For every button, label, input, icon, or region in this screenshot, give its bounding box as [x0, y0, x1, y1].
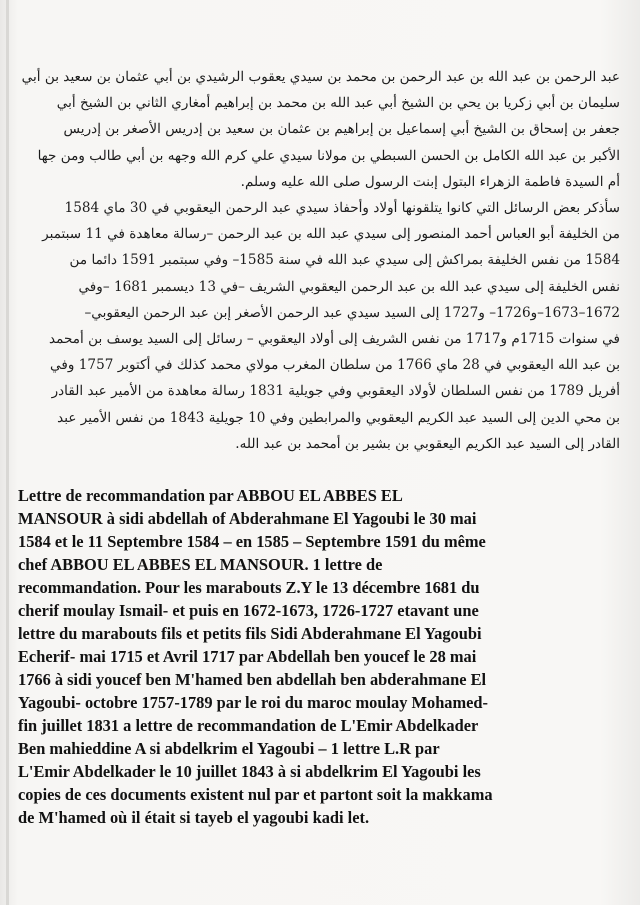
arabic-line: 1672–1673–و1726– و1727 إلى السيد سيدي عبد الرحمن الأصغر إبن عبد الرحمن اليعقوبي– — [84, 304, 620, 321]
arabic-line: جعفر بن إسحاق بن الشيخ أبي إسماعيل بن إبراهيم بن عثمان بن سعيد بن إدريس الأصغر بن إدريس — [63, 121, 620, 138]
french-line: 1766 à sidi youcef ben M'hamed ben abdellah ben abderahmane El — [18, 670, 487, 689]
french-line: 1584 et le 11 Septembre 1584 – en 1585 – Septembre 1591 du même — [18, 532, 486, 551]
french-line: de M'hamed où il était si tayeb el yagoubi kadi let. — [18, 808, 370, 827]
french-paragraph — [18, 484, 622, 829]
french-line: fin juillet 1831 a lettre de recommandation de L'Emir Abdelkader — [18, 716, 479, 735]
arabic-line: سأذكر بعض الرسائل التي كانوا يتلقونها أولاد وأحفاذ سيدي عبد الرحمن اليعقوبي في 30 ماي 1584 — [64, 200, 620, 217]
arabic-line: الأكبر بن عبد الله الكامل بن الحسن السبطي بن مولانا سيدي علي كرم الله وجهه بن أبي طالب ومن جها — [37, 147, 620, 164]
arabic-line: بن عبد الله اليعقوبي في 28 ماي 1766 من سلطان المغرب مولاي محمد كذلك في أكتوبر 1757 وفي — [50, 357, 620, 374]
arabic-line: نفس الخليفة إلى سيدي عبد الله بن عبد الرحمن اليعقوبي الشريف –في 13 ديسمبر 1681 –وفي — [78, 278, 620, 295]
french-line: Ben mahieddine A si abdelkrim el Yagoubi – 1 lettre L.R par — [18, 739, 440, 758]
arabic-line: القادر إلى السيد عبد الكريم اليعقوبي بن بشير بن أمحمد بن عبد الله. — [235, 435, 620, 452]
french-line: recommandation. Pour les marabouts Z.Y le 13 décembre 1681 du — [18, 578, 480, 597]
arabic-line: في سنوات 1715م و1717 من نفس الشريف إلى أولاد اليعقوبي – رسائل إلى السيد يوسف بن أمحمد — [48, 331, 620, 348]
french-line: copies de ces documents existent nul par et partont soit la makkama — [18, 785, 493, 804]
scan-edge-shadow — [6, 0, 9, 905]
french-line: MANSOUR à sidi abdellah of Abderahmane El Yagoubi le 30 mai — [18, 509, 477, 528]
french-line: chef ABBOU EL ABBES EL MANSOUR. 1 lettre de — [18, 555, 383, 574]
french-line: lettre du marabouts fils et petits fils Sidi Abderahmane El Yagoubi — [18, 624, 482, 643]
arabic-paragraph — [14, 64, 620, 457]
french-line: L'Emir Abdelkader le 10 juillet 1843 à si abdelkrim El Yagoubi les — [18, 762, 481, 781]
arabic-line: 1584 من نفس الخليفة بمراكش إلى سيدي عبد الله في سنة 1585– وفي سبتمبر 1591 دائما من — [69, 252, 620, 269]
arabic-line: أفريل 1789 من نفس السلطان لأولاد اليعقوبي وفي جويلية 1831 رسالة معاهدة من الأمير عبد القادر — [51, 383, 620, 400]
arabic-line: من الخليفة أبو العباس أحمد المنصور إلى سيدي عبد الله بن عبد الرحمن –رسالة معاهدة في 11 سبتمبر — [42, 226, 620, 243]
french-line: Yagoubi- octobre 1757-1789 par le roi du maroc moulay Mohamed- — [18, 693, 489, 712]
arabic-line: بن محي الدين إلى السيد عبد الكريم اليعقوبي والمرابطين وفي 10 جويلية 1843 من نفس الأمير عبد — [57, 409, 620, 426]
french-line: Lettre de recommandation par ABBOU EL ABBES EL — [18, 486, 403, 505]
arabic-line: سليمان بن أبي زكريا بن يحي بن الشيخ أبي عبد الله بن محمد بن إبراهيم أمغاري الثاني بن الشيخ أبي — [56, 95, 620, 112]
arabic-line: عبد الرحمن بن عبد الله بن عبد الرحمن بن محمد بن سيدي يعقوب الرشيدي بن أبي عثمان بن سعيد بن أبي — [21, 69, 620, 85]
arabic-line: أم السيدة فاطمة الزهراء البتول إبنت الرسول صلى الله عليه وسلم. — [240, 173, 620, 190]
french-line: Echerif- mai 1715 et Avril 1717 par Abdellah ben youcef le 28 mai — [18, 647, 477, 666]
french-line: cherif moulay Ismail- et puis en 1672-1673, 1726-1727 etavant une — [18, 601, 479, 620]
